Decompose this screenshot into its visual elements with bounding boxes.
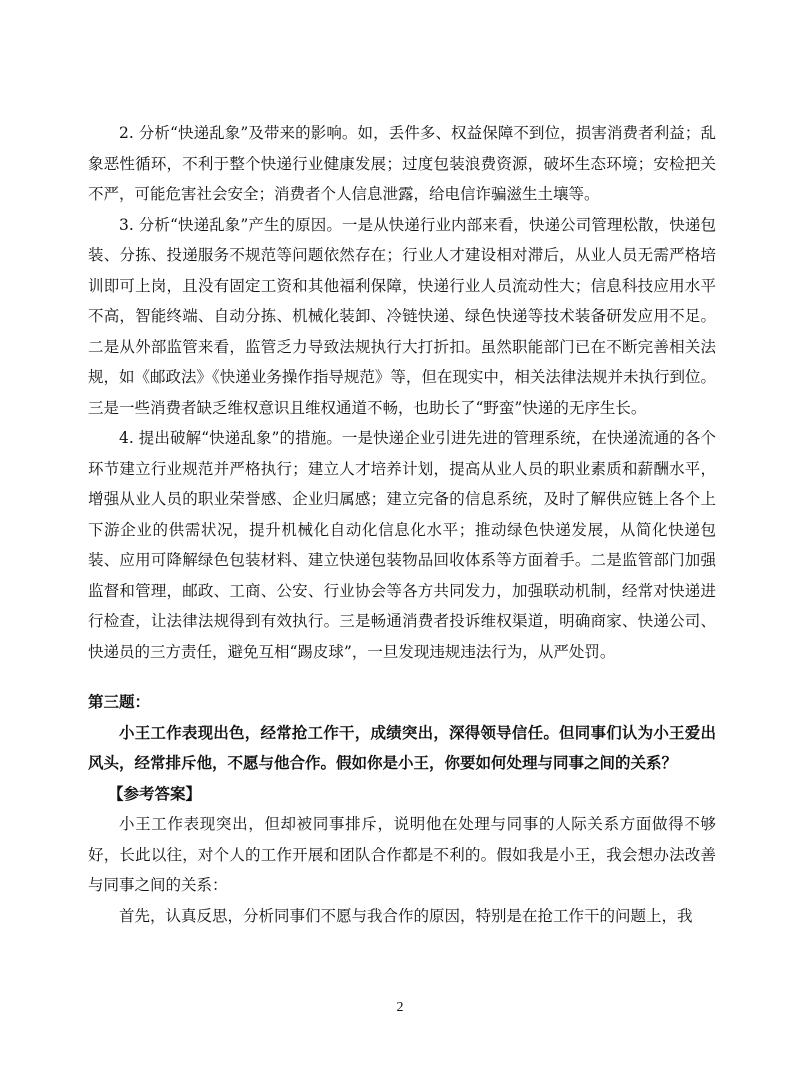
paragraph-measures: 4. 提出破解“快递乱象”的措施。一是快递企业引进先进的管理系统，在快递流通的各个环节建立行业规范并严格执行；建立人才培养计划，提高从业人员的职业素质和薪酬水平，增强从业人员的职业荣誉感、企业归属感；建立完备的信息系统，及时了解供应链上各个上下游企业的供需状况，提升机械化自动化信息化水平；推动绿色快递发展，从简化快递包装、应用可降解绿色包装材料、建立快递包装物品回收体系等方面着手。二是监管部门加强监督和管理，邮政、工商、公安、行业协会等各方共同发力，加强联动机制，经常对快递进行检查，让法律法规得到有效执行。三是畅通消费者投诉维权渠道，明确商家、快递公司、快递员的三方责任，避免互相“踢皮球”，一旦发现违规违法行为，从严处罚。 [88, 429, 716, 661]
answer-paragraph-first: 首先，认真反思，分析同事们不愿与我合作的原因，特别是在抢工作干的问题上，我 [119, 906, 693, 925]
answer-paragraph-intro: 小王工作表现突出，但却被同事排斥，说明他在处理与同事的人际关系方面做得不够好，长此以往，对个人的工作开展和团队合作都是不利的。假如我是小王，我会想办法改善与同事之间的关系： [88, 815, 716, 894]
question-text: 小王工作表现出色，经常抢工作干，成绩突出，深得领导信任。但同事们认为小王爱出风头，经常排斥他，不愿与他合作。假如你是小王，你要如何处理与同事之间的关系？ [88, 722, 716, 772]
answer-label: 【参考答案】 [108, 783, 202, 803]
paragraph-causes: 3. 分析“快递乱象”产生的原因。一是从快递行业内部来看，快递公司管理松散，快递包装、分拣、投递服务不规范等问题依然存在；行业人才建设相对滞后，从业人员无需严格培训即可上岗，且没有固定工资和其他福利保障，快递行业人员流动性大；信息科技应用水平不高，智能终端、自动分拣、机械化装卸、冷链快递、绿色快递等技术装备研发应用不足。二是从外部监管来看，监管乏力导致法规执行大打折扣。虽然职能部门已在不断完善相关法规，如《邮政法》《快递业务操作指导规范》等，但在现实中，相关法律法规并未执行到位。三是一些消费者缺乏维权意识且维权通道不畅，也助长了“野蛮”快递的无序生长。 [88, 215, 716, 417]
section-title: 第三题： [88, 692, 151, 711]
page-number: 2 [396, 1000, 404, 1015]
section-gap [88, 667, 716, 687]
document-page [88, 118, 716, 931]
paragraph-impact: 2. 分析“快递乱象”及带来的影响。如，丢件多、权益保障不到位，损害消费者利益；乱象恶性循环，不利于整个快递行业健康发展；过度包装浪费资源，破坏生态环境；安检把关不严，可能危害社会安全；消费者个人信息泄露，给电信诈骗滋生土壤等。 [88, 124, 716, 203]
